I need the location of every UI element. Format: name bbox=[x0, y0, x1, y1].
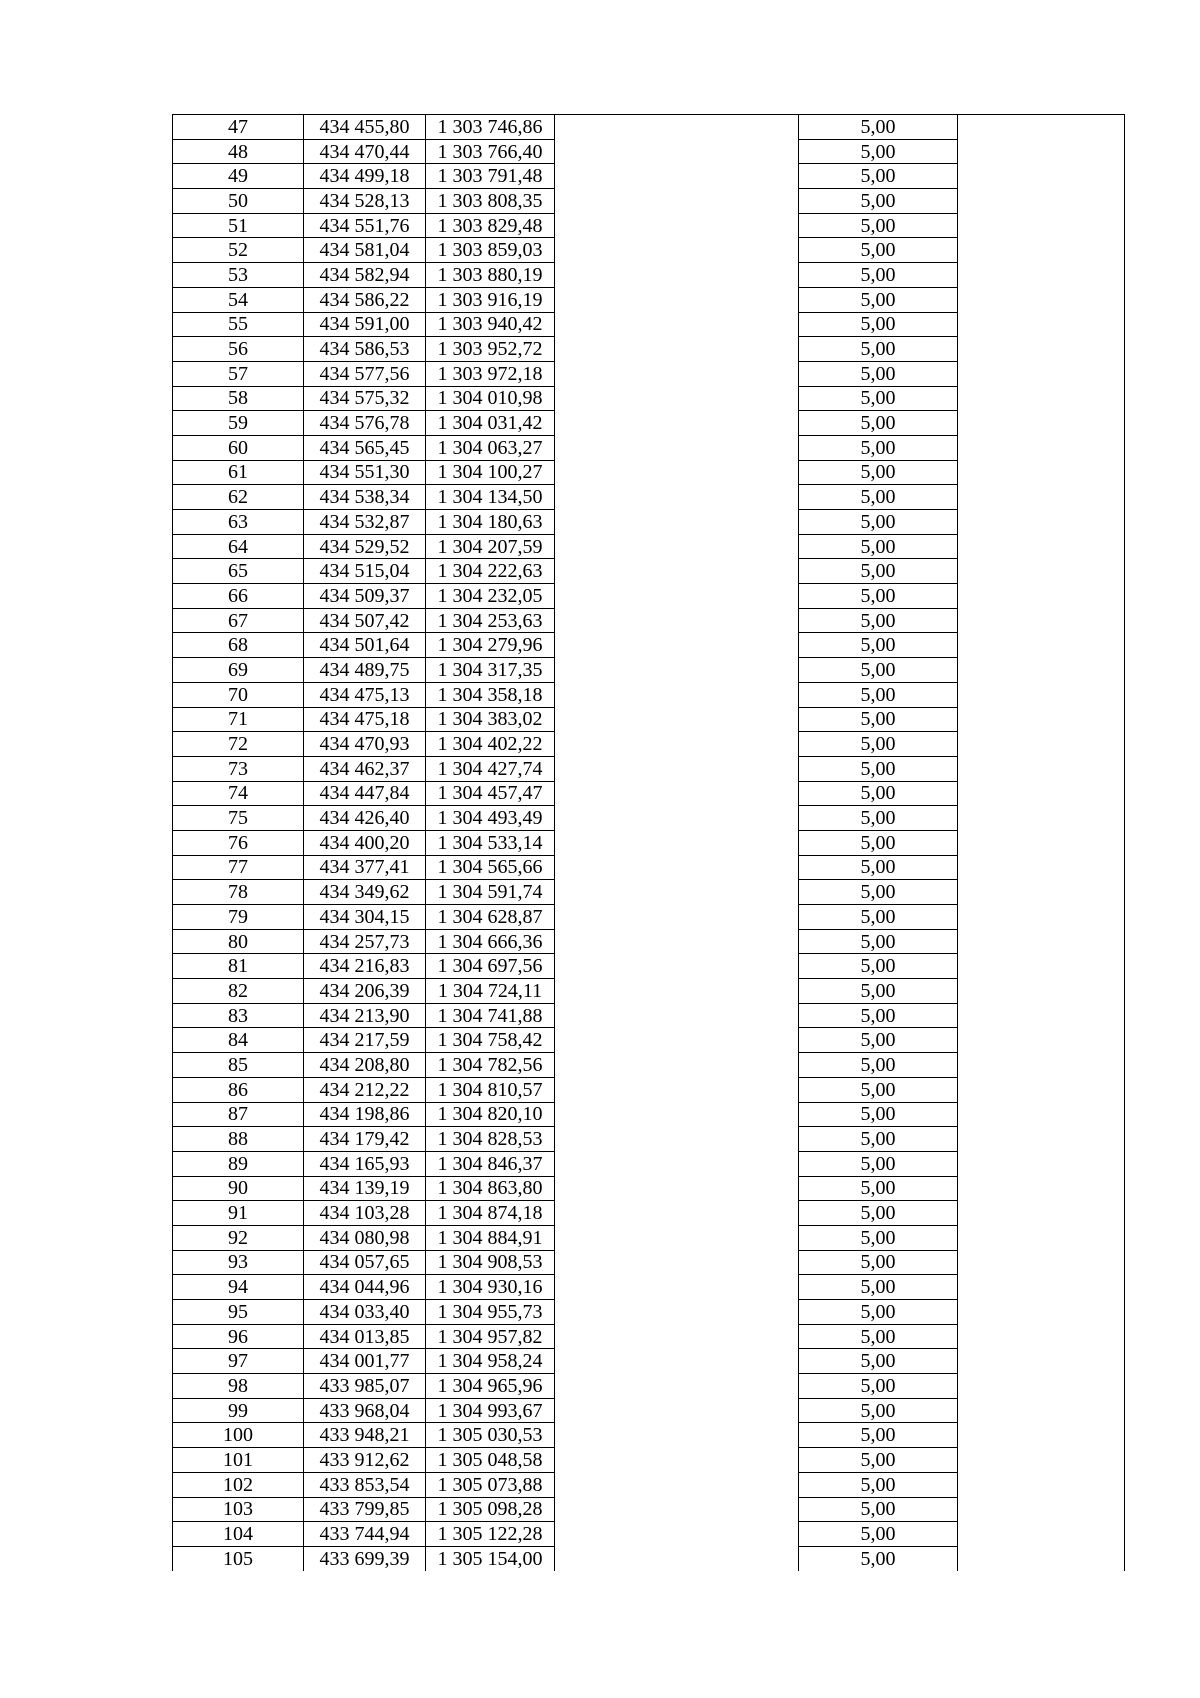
point-number-cell: 67 bbox=[173, 608, 304, 633]
point-number-cell: 79 bbox=[173, 905, 304, 930]
error-value-cell: 5,00 bbox=[799, 979, 958, 1004]
x-coordinate-cell: 434 499,18 bbox=[304, 164, 426, 189]
point-number-cell: 85 bbox=[173, 1053, 304, 1078]
error-value-cell: 5,00 bbox=[799, 386, 958, 411]
x-coordinate-cell: 434 212,22 bbox=[304, 1077, 426, 1102]
x-coordinate-cell: 434 257,73 bbox=[304, 929, 426, 954]
y-coordinate-cell: 1 304 180,63 bbox=[426, 510, 555, 535]
error-value-cell: 5,00 bbox=[799, 1448, 958, 1473]
point-number-cell: 48 bbox=[173, 139, 304, 164]
error-value-cell: 5,00 bbox=[799, 633, 958, 658]
x-coordinate-cell: 434 475,18 bbox=[304, 707, 426, 732]
x-coordinate-cell: 434 080,98 bbox=[304, 1225, 426, 1250]
point-number-cell: 87 bbox=[173, 1102, 304, 1127]
point-number-cell: 62 bbox=[173, 485, 304, 510]
point-number-cell: 75 bbox=[173, 806, 304, 831]
error-value-cell: 5,00 bbox=[799, 115, 958, 140]
y-coordinate-cell: 1 304 820,10 bbox=[426, 1102, 555, 1127]
error-value-cell: 5,00 bbox=[799, 905, 958, 930]
y-coordinate-cell: 1 305 098,28 bbox=[426, 1497, 555, 1522]
x-coordinate-cell: 433 853,54 bbox=[304, 1472, 426, 1497]
y-coordinate-cell: 1 304 758,42 bbox=[426, 1028, 555, 1053]
y-coordinate-cell: 1 304 930,16 bbox=[426, 1275, 555, 1300]
y-coordinate-cell: 1 304 063,27 bbox=[426, 435, 555, 460]
error-value-cell: 5,00 bbox=[799, 337, 958, 362]
y-coordinate-cell: 1 304 533,14 bbox=[426, 830, 555, 855]
point-number-cell: 93 bbox=[173, 1250, 304, 1275]
point-number-cell: 76 bbox=[173, 830, 304, 855]
point-number-cell: 66 bbox=[173, 584, 304, 609]
y-coordinate-cell: 1 304 810,57 bbox=[426, 1077, 555, 1102]
error-value-cell: 5,00 bbox=[799, 781, 958, 806]
x-coordinate-cell: 434 216,83 bbox=[304, 954, 426, 979]
error-value-cell: 5,00 bbox=[799, 1398, 958, 1423]
point-number-cell: 74 bbox=[173, 781, 304, 806]
x-coordinate-cell: 434 455,80 bbox=[304, 115, 426, 140]
x-coordinate-cell: 434 529,52 bbox=[304, 534, 426, 559]
y-coordinate-cell: 1 304 908,53 bbox=[426, 1250, 555, 1275]
x-coordinate-cell: 434 528,13 bbox=[304, 189, 426, 214]
y-coordinate-cell: 1 304 427,74 bbox=[426, 756, 555, 781]
x-coordinate-cell: 433 985,07 bbox=[304, 1374, 426, 1399]
y-coordinate-cell: 1 304 383,02 bbox=[426, 707, 555, 732]
point-number-cell: 99 bbox=[173, 1398, 304, 1423]
y-coordinate-cell: 1 304 957,82 bbox=[426, 1324, 555, 1349]
y-coordinate-cell: 1 304 134,50 bbox=[426, 485, 555, 510]
x-coordinate-cell: 434 509,37 bbox=[304, 584, 426, 609]
x-coordinate-cell: 434 044,96 bbox=[304, 1275, 426, 1300]
y-coordinate-cell: 1 303 859,03 bbox=[426, 238, 555, 263]
x-coordinate-cell: 434 551,76 bbox=[304, 213, 426, 238]
error-value-cell: 5,00 bbox=[799, 1349, 958, 1374]
point-number-cell: 102 bbox=[173, 1472, 304, 1497]
error-value-cell: 5,00 bbox=[799, 312, 958, 337]
x-coordinate-cell: 434 001,77 bbox=[304, 1349, 426, 1374]
y-coordinate-cell: 1 304 232,05 bbox=[426, 584, 555, 609]
x-coordinate-cell: 434 575,32 bbox=[304, 386, 426, 411]
point-number-cell: 95 bbox=[173, 1300, 304, 1325]
y-coordinate-cell: 1 304 402,22 bbox=[426, 732, 555, 757]
error-value-cell: 5,00 bbox=[799, 756, 958, 781]
y-coordinate-cell: 1 304 724,11 bbox=[426, 979, 555, 1004]
error-value-cell: 5,00 bbox=[799, 213, 958, 238]
x-coordinate-cell: 434 586,53 bbox=[304, 337, 426, 362]
point-number-cell: 105 bbox=[173, 1546, 304, 1570]
x-coordinate-cell: 434 462,37 bbox=[304, 756, 426, 781]
x-coordinate-cell: 434 577,56 bbox=[304, 361, 426, 386]
point-number-cell: 58 bbox=[173, 386, 304, 411]
y-coordinate-cell: 1 305 073,88 bbox=[426, 1472, 555, 1497]
error-value-cell: 5,00 bbox=[799, 584, 958, 609]
y-coordinate-cell: 1 303 880,19 bbox=[426, 263, 555, 288]
error-value-cell: 5,00 bbox=[799, 608, 958, 633]
error-value-cell: 5,00 bbox=[799, 954, 958, 979]
x-coordinate-cell: 434 304,15 bbox=[304, 905, 426, 930]
x-coordinate-cell: 434 591,00 bbox=[304, 312, 426, 337]
x-coordinate-cell: 434 475,13 bbox=[304, 682, 426, 707]
x-coordinate-cell: 434 489,75 bbox=[304, 658, 426, 683]
x-coordinate-cell: 433 912,62 bbox=[304, 1448, 426, 1473]
x-coordinate-cell: 434 377,41 bbox=[304, 855, 426, 880]
error-value-cell: 5,00 bbox=[799, 510, 958, 535]
error-value-cell: 5,00 bbox=[799, 1275, 958, 1300]
error-value-cell: 5,00 bbox=[799, 1176, 958, 1201]
x-coordinate-cell: 434 447,84 bbox=[304, 781, 426, 806]
point-number-cell: 69 bbox=[173, 658, 304, 683]
error-value-cell: 5,00 bbox=[799, 1077, 958, 1102]
x-coordinate-cell: 434 208,80 bbox=[304, 1053, 426, 1078]
x-coordinate-cell: 434 349,62 bbox=[304, 880, 426, 905]
point-number-cell: 82 bbox=[173, 979, 304, 1004]
empty-column-description bbox=[555, 115, 799, 1571]
x-coordinate-cell: 434 507,42 bbox=[304, 608, 426, 633]
x-coordinate-cell: 433 968,04 bbox=[304, 1398, 426, 1423]
y-coordinate-cell: 1 304 207,59 bbox=[426, 534, 555, 559]
error-value-cell: 5,00 bbox=[799, 1127, 958, 1152]
y-coordinate-cell: 1 303 766,40 bbox=[426, 139, 555, 164]
y-coordinate-cell: 1 303 791,48 bbox=[426, 164, 555, 189]
error-value-cell: 5,00 bbox=[799, 1102, 958, 1127]
error-value-cell: 5,00 bbox=[799, 1522, 958, 1547]
x-coordinate-cell: 433 948,21 bbox=[304, 1423, 426, 1448]
point-number-cell: 101 bbox=[173, 1448, 304, 1473]
point-number-cell: 90 bbox=[173, 1176, 304, 1201]
error-value-cell: 5,00 bbox=[799, 855, 958, 880]
x-coordinate-cell: 434 426,40 bbox=[304, 806, 426, 831]
point-number-cell: 60 bbox=[173, 435, 304, 460]
y-coordinate-cell: 1 304 828,53 bbox=[426, 1127, 555, 1152]
y-coordinate-cell: 1 304 741,88 bbox=[426, 1003, 555, 1028]
table-body bbox=[173, 115, 1125, 1571]
point-number-cell: 91 bbox=[173, 1201, 304, 1226]
y-coordinate-cell: 1 304 884,91 bbox=[426, 1225, 555, 1250]
x-coordinate-cell: 433 799,85 bbox=[304, 1497, 426, 1522]
error-value-cell: 5,00 bbox=[799, 1546, 958, 1570]
point-number-cell: 83 bbox=[173, 1003, 304, 1028]
x-coordinate-cell: 434 139,19 bbox=[304, 1176, 426, 1201]
y-coordinate-cell: 1 304 697,56 bbox=[426, 954, 555, 979]
y-coordinate-cell: 1 303 940,42 bbox=[426, 312, 555, 337]
y-coordinate-cell: 1 304 317,35 bbox=[426, 658, 555, 683]
x-coordinate-cell: 434 586,22 bbox=[304, 287, 426, 312]
point-number-cell: 64 bbox=[173, 534, 304, 559]
point-number-cell: 78 bbox=[173, 880, 304, 905]
point-number-cell: 84 bbox=[173, 1028, 304, 1053]
point-number-cell: 92 bbox=[173, 1225, 304, 1250]
x-coordinate-cell: 434 538,34 bbox=[304, 485, 426, 510]
error-value-cell: 5,00 bbox=[799, 806, 958, 831]
error-value-cell: 5,00 bbox=[799, 460, 958, 485]
point-number-cell: 72 bbox=[173, 732, 304, 757]
x-coordinate-cell: 434 057,65 bbox=[304, 1250, 426, 1275]
point-number-cell: 68 bbox=[173, 633, 304, 658]
point-number-cell: 100 bbox=[173, 1423, 304, 1448]
y-coordinate-cell: 1 304 958,24 bbox=[426, 1349, 555, 1374]
error-value-cell: 5,00 bbox=[799, 1472, 958, 1497]
x-coordinate-cell: 433 744,94 bbox=[304, 1522, 426, 1547]
point-number-cell: 80 bbox=[173, 929, 304, 954]
point-number-cell: 71 bbox=[173, 707, 304, 732]
point-number-cell: 104 bbox=[173, 1522, 304, 1547]
point-number-cell: 50 bbox=[173, 189, 304, 214]
point-number-cell: 57 bbox=[173, 361, 304, 386]
point-number-cell: 98 bbox=[173, 1374, 304, 1399]
error-value-cell: 5,00 bbox=[799, 1028, 958, 1053]
error-value-cell: 5,00 bbox=[799, 1300, 958, 1325]
error-value-cell: 5,00 bbox=[799, 830, 958, 855]
y-coordinate-cell: 1 304 666,36 bbox=[426, 929, 555, 954]
y-coordinate-cell: 1 304 863,80 bbox=[426, 1176, 555, 1201]
y-coordinate-cell: 1 304 628,87 bbox=[426, 905, 555, 930]
error-value-cell: 5,00 bbox=[799, 1324, 958, 1349]
empty-column-notes bbox=[958, 115, 1125, 1571]
error-value-cell: 5,00 bbox=[799, 1423, 958, 1448]
x-coordinate-cell: 433 699,39 bbox=[304, 1546, 426, 1570]
x-coordinate-cell: 434 565,45 bbox=[304, 435, 426, 460]
point-number-cell: 88 bbox=[173, 1127, 304, 1152]
y-coordinate-cell: 1 304 253,63 bbox=[426, 608, 555, 633]
y-coordinate-cell: 1 304 279,96 bbox=[426, 633, 555, 658]
point-number-cell: 55 bbox=[173, 312, 304, 337]
point-number-cell: 49 bbox=[173, 164, 304, 189]
point-number-cell: 51 bbox=[173, 213, 304, 238]
point-number-cell: 52 bbox=[173, 238, 304, 263]
point-number-cell: 97 bbox=[173, 1349, 304, 1374]
x-coordinate-cell: 434 576,78 bbox=[304, 411, 426, 436]
x-coordinate-cell: 434 206,39 bbox=[304, 979, 426, 1004]
point-number-cell: 65 bbox=[173, 559, 304, 584]
error-value-cell: 5,00 bbox=[799, 1201, 958, 1226]
y-coordinate-cell: 1 304 591,74 bbox=[426, 880, 555, 905]
x-coordinate-cell: 434 213,90 bbox=[304, 1003, 426, 1028]
point-number-cell: 103 bbox=[173, 1497, 304, 1522]
error-value-cell: 5,00 bbox=[799, 732, 958, 757]
x-coordinate-cell: 434 470,93 bbox=[304, 732, 426, 757]
y-coordinate-cell: 1 305 048,58 bbox=[426, 1448, 555, 1473]
y-coordinate-cell: 1 303 972,18 bbox=[426, 361, 555, 386]
y-coordinate-cell: 1 303 916,19 bbox=[426, 287, 555, 312]
error-value-cell: 5,00 bbox=[799, 658, 958, 683]
point-number-cell: 94 bbox=[173, 1275, 304, 1300]
error-value-cell: 5,00 bbox=[799, 411, 958, 436]
error-value-cell: 5,00 bbox=[799, 287, 958, 312]
error-value-cell: 5,00 bbox=[799, 189, 958, 214]
y-coordinate-cell: 1 304 965,96 bbox=[426, 1374, 555, 1399]
point-number-cell: 61 bbox=[173, 460, 304, 485]
y-coordinate-cell: 1 303 746,86 bbox=[426, 115, 555, 140]
y-coordinate-cell: 1 305 154,00 bbox=[426, 1546, 555, 1570]
error-value-cell: 5,00 bbox=[799, 929, 958, 954]
coordinates-table bbox=[172, 114, 1125, 1571]
error-value-cell: 5,00 bbox=[799, 263, 958, 288]
table-row bbox=[173, 115, 1125, 140]
y-coordinate-cell: 1 303 829,48 bbox=[426, 213, 555, 238]
error-value-cell: 5,00 bbox=[799, 1053, 958, 1078]
error-value-cell: 5,00 bbox=[799, 485, 958, 510]
x-coordinate-cell: 434 033,40 bbox=[304, 1300, 426, 1325]
error-value-cell: 5,00 bbox=[799, 164, 958, 189]
point-number-cell: 63 bbox=[173, 510, 304, 535]
error-value-cell: 5,00 bbox=[799, 139, 958, 164]
y-coordinate-cell: 1 303 808,35 bbox=[426, 189, 555, 214]
x-coordinate-cell: 434 179,42 bbox=[304, 1127, 426, 1152]
y-coordinate-cell: 1 304 222,63 bbox=[426, 559, 555, 584]
error-value-cell: 5,00 bbox=[799, 707, 958, 732]
point-number-cell: 47 bbox=[173, 115, 304, 140]
x-coordinate-cell: 434 198,86 bbox=[304, 1102, 426, 1127]
y-coordinate-cell: 1 303 952,72 bbox=[426, 337, 555, 362]
point-number-cell: 56 bbox=[173, 337, 304, 362]
error-value-cell: 5,00 bbox=[799, 238, 958, 263]
error-value-cell: 5,00 bbox=[799, 1374, 958, 1399]
y-coordinate-cell: 1 304 846,37 bbox=[426, 1151, 555, 1176]
point-number-cell: 96 bbox=[173, 1324, 304, 1349]
error-value-cell: 5,00 bbox=[799, 1151, 958, 1176]
point-number-cell: 54 bbox=[173, 287, 304, 312]
error-value-cell: 5,00 bbox=[799, 682, 958, 707]
y-coordinate-cell: 1 304 031,42 bbox=[426, 411, 555, 436]
y-coordinate-cell: 1 304 782,56 bbox=[426, 1053, 555, 1078]
point-number-cell: 73 bbox=[173, 756, 304, 781]
point-number-cell: 53 bbox=[173, 263, 304, 288]
point-number-cell: 86 bbox=[173, 1077, 304, 1102]
point-number-cell: 70 bbox=[173, 682, 304, 707]
error-value-cell: 5,00 bbox=[799, 361, 958, 386]
y-coordinate-cell: 1 304 874,18 bbox=[426, 1201, 555, 1226]
x-coordinate-cell: 434 501,64 bbox=[304, 633, 426, 658]
error-value-cell: 5,00 bbox=[799, 534, 958, 559]
y-coordinate-cell: 1 304 993,67 bbox=[426, 1398, 555, 1423]
x-coordinate-cell: 434 013,85 bbox=[304, 1324, 426, 1349]
error-value-cell: 5,00 bbox=[799, 880, 958, 905]
y-coordinate-cell: 1 304 565,66 bbox=[426, 855, 555, 880]
y-coordinate-cell: 1 304 100,27 bbox=[426, 460, 555, 485]
point-number-cell: 77 bbox=[173, 855, 304, 880]
x-coordinate-cell: 434 103,28 bbox=[304, 1201, 426, 1226]
error-value-cell: 5,00 bbox=[799, 1497, 958, 1522]
point-number-cell: 89 bbox=[173, 1151, 304, 1176]
x-coordinate-cell: 434 532,87 bbox=[304, 510, 426, 535]
x-coordinate-cell: 434 217,59 bbox=[304, 1028, 426, 1053]
x-coordinate-cell: 434 582,94 bbox=[304, 263, 426, 288]
y-coordinate-cell: 1 304 010,98 bbox=[426, 386, 555, 411]
y-coordinate-cell: 1 304 358,18 bbox=[426, 682, 555, 707]
x-coordinate-cell: 434 400,20 bbox=[304, 830, 426, 855]
error-value-cell: 5,00 bbox=[799, 1003, 958, 1028]
error-value-cell: 5,00 bbox=[799, 559, 958, 584]
point-number-cell: 59 bbox=[173, 411, 304, 436]
x-coordinate-cell: 434 581,04 bbox=[304, 238, 426, 263]
x-coordinate-cell: 434 551,30 bbox=[304, 460, 426, 485]
y-coordinate-cell: 1 304 955,73 bbox=[426, 1300, 555, 1325]
y-coordinate-cell: 1 305 030,53 bbox=[426, 1423, 555, 1448]
x-coordinate-cell: 434 515,04 bbox=[304, 559, 426, 584]
error-value-cell: 5,00 bbox=[799, 1250, 958, 1275]
error-value-cell: 5,00 bbox=[799, 435, 958, 460]
y-coordinate-cell: 1 304 457,47 bbox=[426, 781, 555, 806]
error-value-cell: 5,00 bbox=[799, 1225, 958, 1250]
point-number-cell: 81 bbox=[173, 954, 304, 979]
y-coordinate-cell: 1 305 122,28 bbox=[426, 1522, 555, 1547]
y-coordinate-cell: 1 304 493,49 bbox=[426, 806, 555, 831]
x-coordinate-cell: 434 470,44 bbox=[304, 139, 426, 164]
x-coordinate-cell: 434 165,93 bbox=[304, 1151, 426, 1176]
